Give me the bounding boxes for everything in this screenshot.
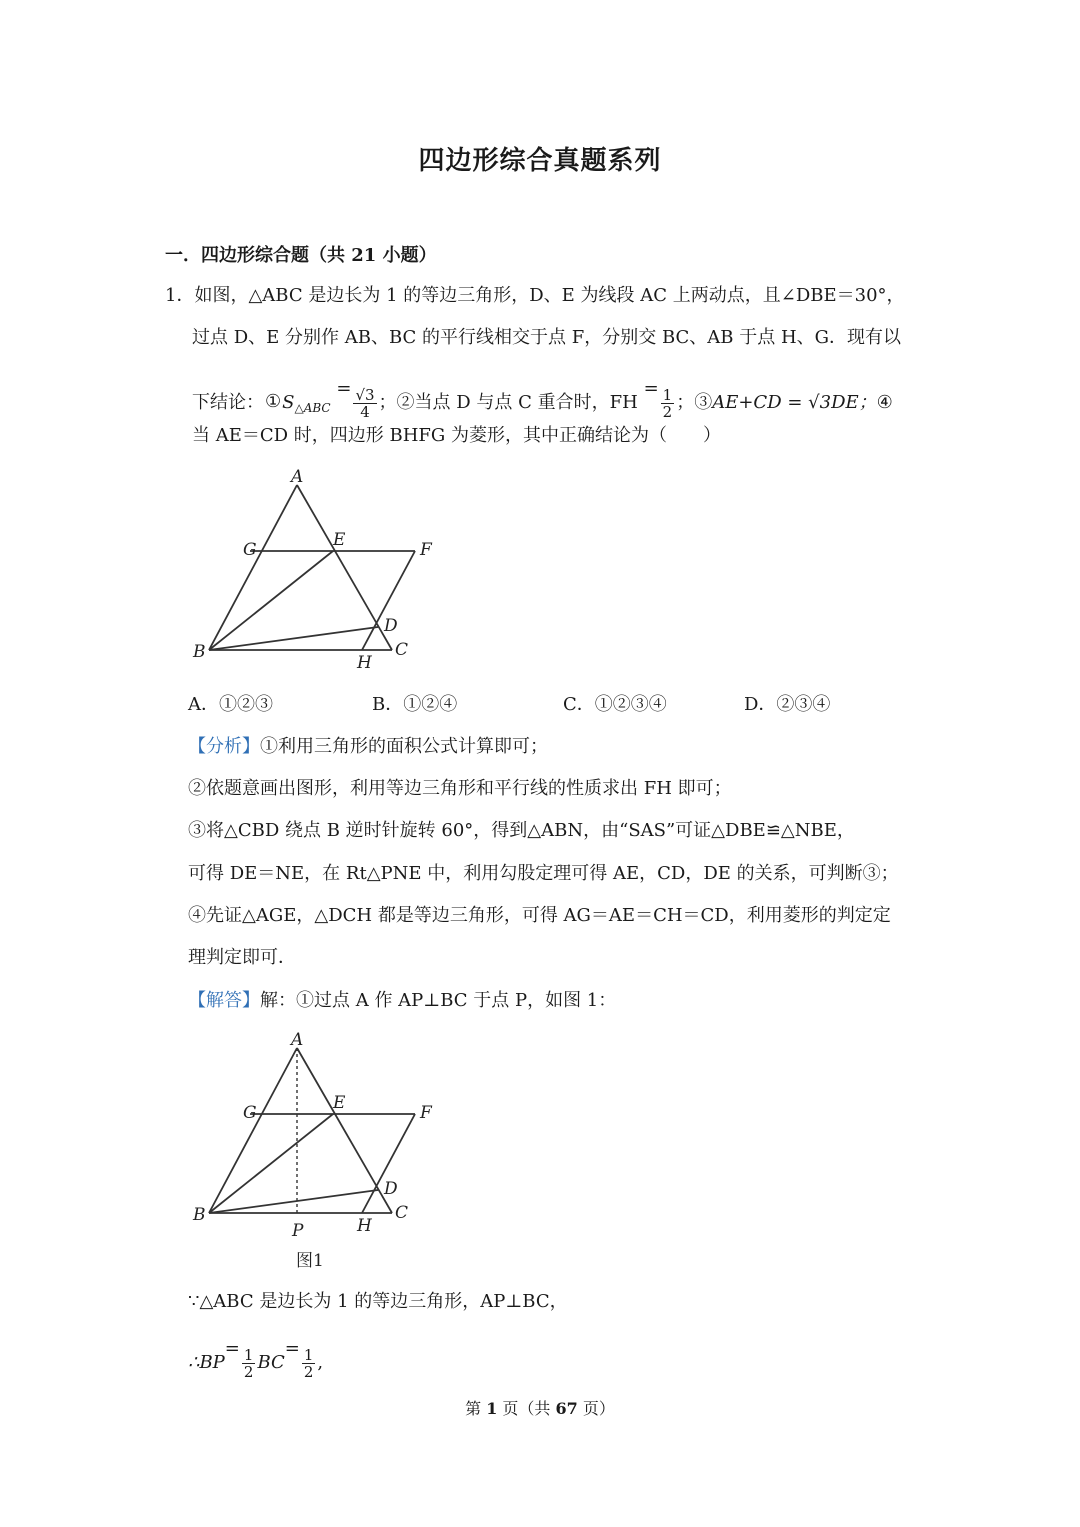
label-e: E	[333, 530, 346, 550]
question-1-line-4: 当 AE＝CD 时，四边形 BHFG 为菱形，其中正确结论为（ ）	[192, 425, 722, 446]
label-d: D	[384, 616, 398, 636]
answer-bp: ∴BP	[188, 1352, 225, 1373]
question-1-line-1	[165, 283, 905, 309]
circle-1: ①	[265, 391, 282, 412]
fraction-numerator: 1	[303, 1345, 314, 1364]
fraction-numerator: 1	[243, 1345, 254, 1364]
equals-2: =	[643, 378, 659, 399]
area-subscript: △ABC	[294, 401, 331, 415]
page-title: 四边形综合真题系列	[418, 146, 662, 176]
equals-1: =	[336, 378, 352, 399]
geometry-figure-main	[185, 465, 445, 675]
option-b: B．①②④	[372, 694, 458, 715]
answer-text-1: 解：①过点 A 作 AP⊥BC 于点 P，如图 1：	[260, 990, 617, 1011]
section-heading: 一．四边形综合题（共 21 小题）	[165, 245, 437, 266]
answer-bc: BC	[257, 1352, 285, 1373]
fraction-denominator: 2	[303, 1362, 314, 1381]
option-c: C．①②③④	[563, 694, 667, 715]
equals-3: =	[224, 1338, 240, 1359]
option-d: D．②③④	[744, 694, 831, 715]
label-c: C	[395, 1203, 409, 1223]
analysis-tag: 【分析】	[188, 736, 260, 757]
geometry-figure-1	[185, 1028, 445, 1276]
answer-comma: ,	[317, 1352, 324, 1373]
label-g: G	[243, 1103, 257, 1123]
q1-l3-prefix: 下结论：	[192, 392, 264, 413]
label-f: F	[420, 540, 432, 560]
footer-pre: 第	[465, 1399, 487, 1418]
page-footer	[0, 1396, 1080, 1419]
semicolon-1: ；	[378, 392, 397, 413]
question-text: 如图，△ABC 是边长为 1 的等边三角形，D、E 为线段 AC 上两动点，且∠DBE＝30°，	[194, 285, 905, 306]
label-b: B	[193, 1205, 206, 1225]
analysis-line-6: 理判定即可．	[188, 947, 296, 968]
label-c: C	[395, 640, 409, 660]
fraction-sqrt3-over-4	[353, 387, 376, 420]
label-h: H	[357, 653, 372, 673]
label-e: E	[333, 1093, 346, 1113]
analysis-text-1: ①利用三角形的面积公式计算即可；	[260, 736, 548, 757]
analysis-line-4: 可得 DE＝NE，在 Rt△PNE 中，利用勾股定理可得 AE，CD，DE 的关系，可判断③；	[188, 863, 899, 884]
fraction-half-2	[302, 1347, 316, 1380]
area-symbol: S	[282, 392, 295, 413]
answer-line-3	[188, 1336, 323, 1380]
analysis-line-5: ④先证△AGE，△DCH 都是等边三角形，可得 AG＝AE＝CH＝CD，利用菱形的判定定	[188, 905, 891, 926]
footer-mid: 页（共	[497, 1399, 556, 1418]
fraction-numerator: √3	[355, 385, 375, 404]
label-p: P	[292, 1221, 304, 1241]
label-d: D	[384, 1179, 398, 1199]
question-1-line-2: 过点 D、E 分别作 AB、BC 的平行线相交于点 F，分别交 BC、AB 于点 H、G．现有以	[192, 327, 902, 348]
label-a: A	[291, 467, 304, 487]
answer-line-2: ∵△ABC 是边长为 1 的等边三角形，AP⊥BC，	[188, 1291, 568, 1312]
circle-3: ③	[694, 392, 713, 413]
fraction-1-over-2	[661, 387, 675, 420]
label-h: H	[357, 1216, 372, 1236]
analysis-line-1	[188, 734, 548, 760]
fraction-half-1	[242, 1347, 256, 1380]
analysis-line-3: ③将△CBD 绕点 B 逆时针旋转 60°，得到△ABN，由“SAS”可证△DBE≌△NBE，	[188, 820, 855, 841]
page-number: 1	[486, 1399, 498, 1418]
segment-ab	[209, 1048, 297, 1213]
label-b: B	[193, 642, 206, 662]
segment-ab	[209, 485, 297, 650]
answer-line-1	[188, 988, 616, 1014]
question-1-line-3	[192, 376, 893, 421]
fraction-numerator: 1	[662, 385, 673, 404]
fraction-denominator: 4	[360, 402, 370, 421]
answer-tag: 【解答】	[188, 990, 260, 1011]
equals-4: =	[284, 1338, 300, 1359]
page-total: 67	[555, 1399, 578, 1418]
option-a: A．①②③	[188, 694, 273, 715]
footer-post: 页）	[577, 1399, 615, 1418]
circle-2: ②	[396, 392, 415, 413]
label-g: G	[243, 540, 257, 560]
q1-l3-clause-3: AE+CD = √3DE；	[712, 392, 877, 413]
semicolon-2: ；	[676, 392, 695, 413]
fraction-denominator: 2	[662, 402, 673, 421]
fraction-denominator: 2	[243, 1362, 254, 1381]
figure-caption: 图1	[296, 1251, 324, 1271]
circle-4: ④	[876, 392, 893, 413]
q1-l3-clause-2: 当点 D 与点 C 重合时，FH	[414, 392, 638, 413]
question-number: 1．	[165, 285, 195, 306]
label-f: F	[420, 1103, 432, 1123]
label-a: A	[291, 1030, 304, 1050]
analysis-line-2: ②依题意画出图形，利用等边三角形和平行线的性质求出 FH 即可；	[188, 778, 732, 799]
